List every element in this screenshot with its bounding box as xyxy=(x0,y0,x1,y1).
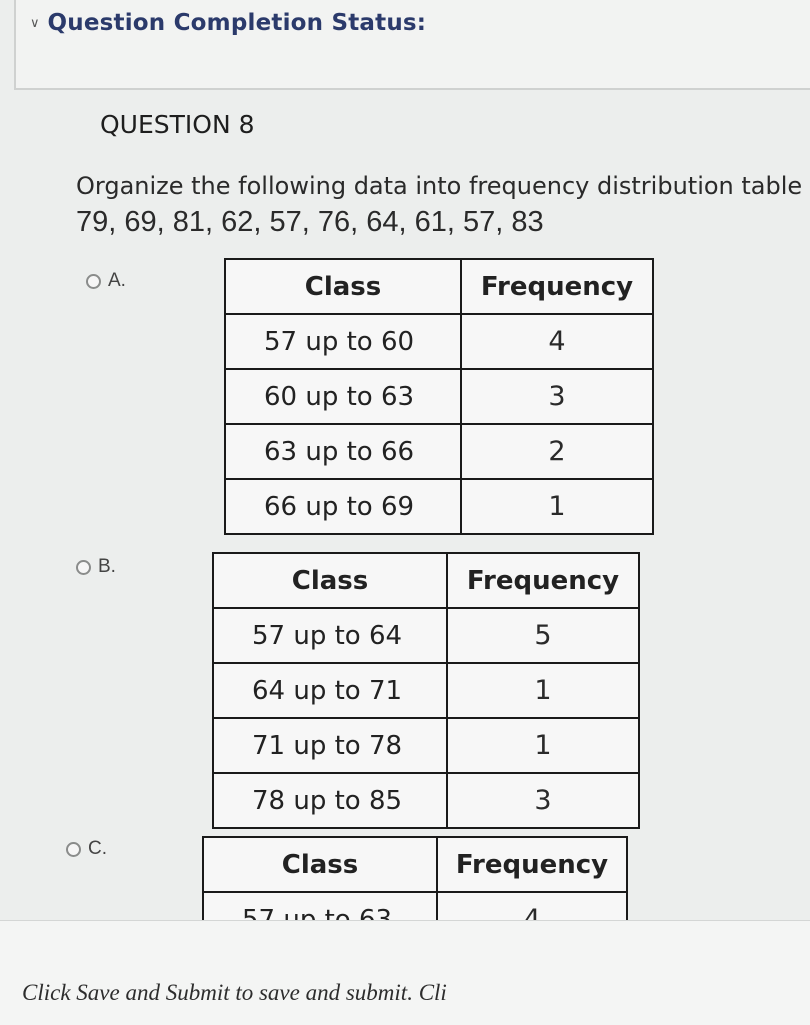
frequency-cell: 1 xyxy=(447,718,639,773)
class-cell: 71 up to 78 xyxy=(213,718,447,773)
frequency-header: Frequency xyxy=(447,553,639,608)
radio-button-b[interactable] xyxy=(76,560,91,575)
frequency-cell: 1 xyxy=(447,663,639,718)
class-header: Class xyxy=(203,837,437,892)
option-a[interactable] xyxy=(86,270,126,292)
question-data-values: 79, 69, 81, 62, 57, 76, 64, 61, 57, 83 xyxy=(76,206,544,238)
frequency-header: Frequency xyxy=(461,259,653,314)
table-row xyxy=(225,314,653,369)
frequency-cell: 1 xyxy=(461,479,653,534)
option-letter-b: B. xyxy=(98,556,116,577)
question-number: QUESTION 8 xyxy=(100,110,255,139)
radio-button-c[interactable] xyxy=(66,842,81,857)
frequency-cell: 3 xyxy=(461,369,653,424)
class-header: Class xyxy=(225,259,461,314)
table-row xyxy=(225,424,653,479)
table-row xyxy=(213,663,639,718)
class-header: Class xyxy=(213,553,447,608)
option-b[interactable] xyxy=(76,556,116,578)
frequency-cell: 5 xyxy=(447,608,639,663)
table-row xyxy=(213,608,639,663)
chevron-down-icon: ∨ xyxy=(30,15,40,30)
completion-status-title: Question Completion Status: xyxy=(47,10,427,36)
question-prompt: Organize the following data into frequency distribution table xyxy=(76,172,803,200)
frequency-header: Frequency xyxy=(437,837,627,892)
option-letter-a: A. xyxy=(108,270,126,291)
table-header-row xyxy=(203,837,627,892)
radio-button-a[interactable] xyxy=(86,274,101,289)
option-b-table xyxy=(212,552,640,829)
class-cell: 63 up to 66 xyxy=(225,424,461,479)
class-cell: 57 up to 64 xyxy=(213,608,447,663)
class-cell: 64 up to 71 xyxy=(213,663,447,718)
save-submit-instruction: Click Save and Submit to save and submit. Cli xyxy=(22,980,447,1005)
class-cell: 60 up to 63 xyxy=(225,369,461,424)
class-cell: 66 up to 69 xyxy=(225,479,461,534)
frequency-cell: 3 xyxy=(447,773,639,828)
table-header-row xyxy=(225,259,653,314)
table-row xyxy=(213,718,639,773)
completion-status-toggle[interactable] xyxy=(30,10,426,36)
table-row xyxy=(225,479,653,534)
table-header-row xyxy=(213,553,639,608)
frequency-cell: 4 xyxy=(461,314,653,369)
table-row xyxy=(225,369,653,424)
option-letter-c: C. xyxy=(88,838,107,859)
class-cell: 57 up to 60 xyxy=(225,314,461,369)
option-a-table xyxy=(224,258,654,535)
footer-bar xyxy=(0,920,810,1025)
frequency-cell: 2 xyxy=(461,424,653,479)
class-cell: 78 up to 85 xyxy=(213,773,447,828)
option-c[interactable] xyxy=(66,838,107,860)
table-row xyxy=(213,773,639,828)
